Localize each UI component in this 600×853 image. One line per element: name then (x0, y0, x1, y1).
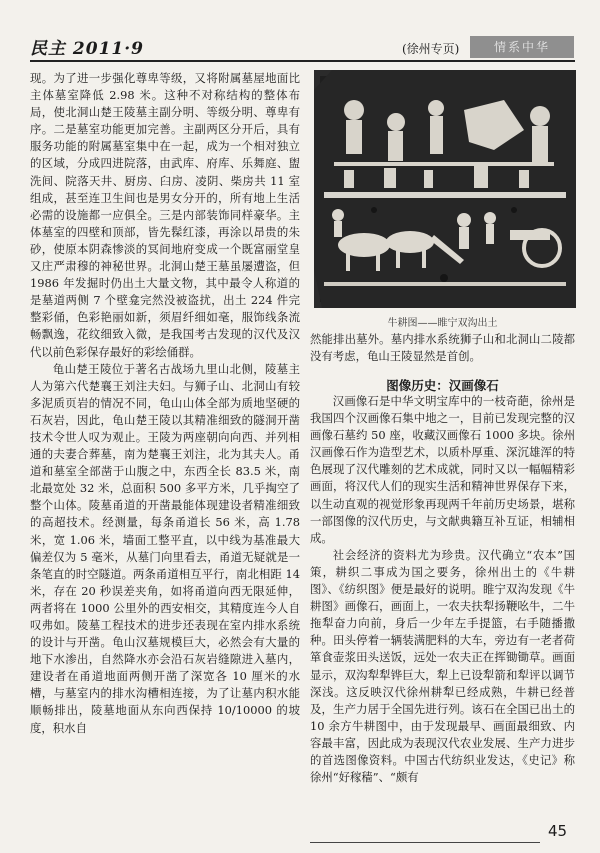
section-heading: 图像历史：汉画像石 (386, 378, 499, 393)
paragraph: 然能排出墓外。墓内排水系统狮子山和北洞山二陵都没有考虑，龟山王陵显然是首创。 (310, 332, 575, 364)
ox-plough-rubbing (314, 70, 576, 308)
figure-caption: 牛耕图——睢宁双沟出土 (387, 318, 498, 329)
paragraph: 汉画像石是中华文明宝库中的一枝奇葩，徐州是我国四个汉画像石集中地之一，目前已发现完整的汉画像石墓约 50 座，收藏汉画像石 1000 多块。徐州汉画像石作为造型艺术，以质朴厚重、深沉雄浑的特色展现了汉代雕刻的艺术成就，同时又以一幅幅精彩画面，将汉代人们的现实生活和精神世界保存下来，以生动直观的视觉形象再现两千年前历史场景，堪称一部图像的汉代历史，与文献典籍互补互证，相辅相成。 (310, 394, 575, 545)
paragraph: 现。为了进一步强化尊卑等级，又将附属墓屋地面比主体墓室降低 2.98 米。这种不对称结构的整体布局，使北洞山楚王陵墓主副分明、等级分明、尊卑有序。二是墓室功能更加完善。主副两区分开后，具有服务功能的附属墓室集中在一起，成为一个相对独立的区域，分成四进院落，由武库、府库、乐舞庭、盥洗间、院落天井、厨房、臼房、凌阴、柴房共 11 室组成，甚至连卫生间也是男女分开的，所有地上生活必需的设施都一应俱全。三是内部装饰同样豪华。主体墓室的四壁和顶部，皆先髹红漆，再涂以昂贵的朱砂，使原本阴森惨淡的冥间地府变成一个既富丽堂皇又庄严肃穆的神秘世界。北洞山楚王墓虽屡遭盗，但 1986 年发掘时仍出土大量文物，其中最令人称道的是墓道两侧 7 个壁龛完然没被盗扰，出土 224 件完整彩俑，色彩艳丽如新，须眉纤细如毫，服饰线条流畅飘逸，花纹细致入微，是我国考古发现的汉代及汉代以前色彩保存最好的彩绘俑群。 (30, 71, 300, 359)
right-column-top (310, 331, 575, 379)
rubbing-image (314, 70, 576, 308)
header-rule (30, 60, 575, 62)
special-section-label: (徐州专页) (402, 42, 460, 56)
paragraph: 社会经济的资料尤为珍贵。汉代确立“农本”国策，耕织二事成为国之要务，徐州出土的《牛耕图》、《纺织图》便是最好的说明。睢宁双沟发现《牛耕图》画像石，画面上，一农夫扶犁扬鞭吆牛，二牛拖犁奋力向前，身后一少年左手提篮，右手随播撒种。田头停着一辆装满肥料的大车，旁边有一老者荷箪食壶浆田头送饭，远处一农夫正在挥锄锄草。画面显示，双沟犁犁铧巨大，犁上已设犁箭和犁评以调节深浅。这反映汉代徐州耕犁已经成熟，牛耕已经普及，生产力居于全国先进行列。该石在全国已出土的 10 余方牛耕图中，由于发现最早、画面最细致、内容最丰富，因此成为表现汉代农业发展、生产力进步的首选图像资料。中国古代纺织业发达，《史记》称徐州“好稼穑”、“颇有 (310, 547, 575, 785)
column-tag: 情系中华 (470, 36, 574, 58)
footer-rule (310, 842, 540, 843)
magazine-title: 民主 2011·9 (30, 39, 144, 59)
left-column (30, 70, 300, 830)
paragraph: 龟山楚王陵位于著名古战场九里山北侧，陵墓主人为第六代楚襄王刘注夫妇。与狮子山、北洞山有较多泥质页岩的情况不同，龟山山体全部为质地坚硬的石灰岩，因此，龟山楚王陵以其精准细致的隧洞开凿技术令世人叹为观止。王陵为两座朝向向西、并列相通的夫妻合葬墓，南为楚襄王刘注，北为其夫人。甬道和墓室全部凿于山腹之中，东西全长 83.5 米，南北最宽处 32 米，总面积 500 多平方米，几乎掏空了整个山体。陵墓甬道的开凿最能体现建设者精准细致的高超技术。经测量，每条甬道长 56 米，高 1.78 米，宽 1.06 米，墙面工整平直，以中线为基准最大偏差仅为 5 毫米，从墓门向里看去，甬道无疑就是一条笔直的时空隧道。两条甬道相互平行，南北相距 14 米，存在 20 秒误差夹角，如将甬道向西无限延伸，两者将在 1000 公里外的西安相交，其精度连今人自叹弗如。陵墓工程技术的进步还表现在室内排水系统的设计与开凿。龟山汉墓规模巨大，必然会有大量的地下水渗出，自然降水亦会沿石灰岩缝隙进入墓内，建设者在甬道地面两侧开凿了深宽各 10 厘米的水槽，与墓室内的排水沟槽相连接，为了让墓内积水能顺畅排出，陵墓地面从东向西保持 10/10000 的坡度，积水自 (30, 361, 300, 735)
right-column-body (310, 393, 575, 829)
page-number: 45 (548, 822, 568, 840)
page-header (0, 30, 600, 64)
